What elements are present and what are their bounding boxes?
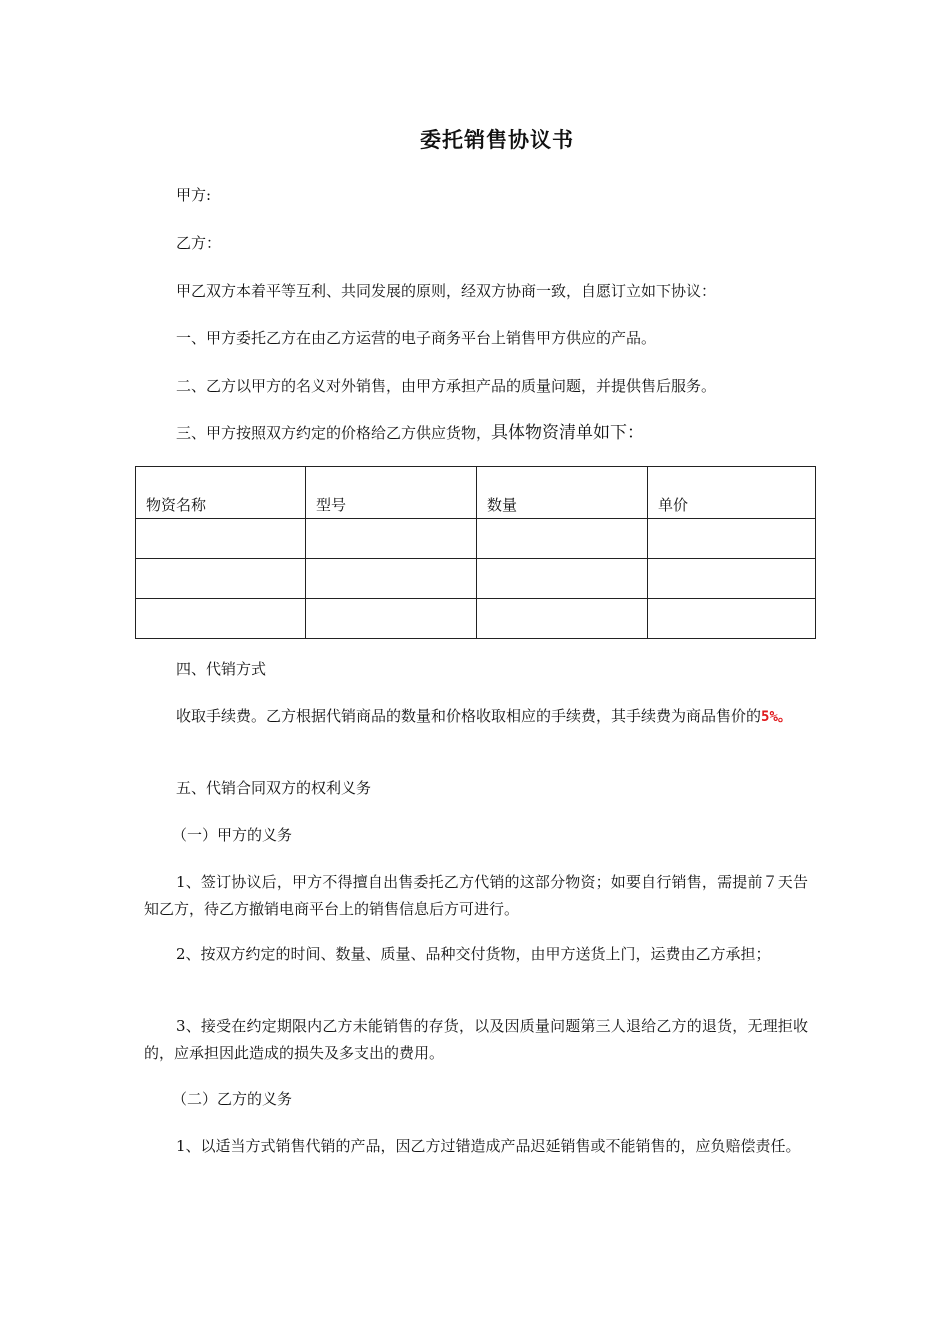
table-cell (477, 559, 648, 599)
clause-3-tail: 具体物资清单如下： (491, 423, 645, 443)
commission-rate: 5%。 (761, 709, 792, 725)
goods-table-header-price: 单价 (648, 467, 816, 519)
party-a-duties-heading: （一）甲方的义务 (172, 826, 293, 844)
goods-table-header-name: 物资名称 (136, 467, 306, 519)
goods-table-header-model: 型号 (306, 467, 477, 519)
table-cell (136, 519, 306, 559)
section-5-heading: 五、代销合同双方的权利义务 (176, 779, 372, 797)
party-a-duty-1: 1、签订协议后，甲方不得擅自出售委托乙方代销的这部分物资；如要自行销售，需提前７天告知乙方，待乙方撤销电商平台上的销售信息后方可进行。 (144, 873, 808, 918)
table-cell (477, 599, 648, 639)
table-row (136, 599, 816, 639)
table-cell (306, 599, 477, 639)
section-4-text (144, 703, 808, 731)
table-row (136, 519, 816, 559)
table-cell (648, 599, 816, 639)
clause-3-main: 三、甲方按照双方约定的价格给乙方供应货物， (176, 424, 492, 442)
goods-table (135, 466, 816, 639)
intro-paragraph: 甲乙双方本着平等互利、共同发展的原则，经双方协商一致，自愿订立如下协议： (176, 282, 717, 300)
goods-table-header-row (136, 467, 816, 519)
party-a-duty-2: 2、按双方约定的时间、数量、质量、品种交付货物，由甲方送货上门，运费由乙方承担； (176, 945, 771, 963)
party-a-duty-3: 3、接受在约定期限内乙方未能销售的存货，以及因质量问题第三人退给乙方的退货，无理拒收的，应承担因此造成的损失及多支出的费用。 (144, 1017, 808, 1062)
clause-1: 一、甲方委托乙方在由乙方运营的电子商务平台上销售甲方供应的产品。 (176, 329, 657, 347)
party-b-line: 乙方： (176, 234, 222, 252)
table-cell (306, 559, 477, 599)
clause-2: 二、乙方以甲方的名义对外销售，由甲方承担产品的质量问题，并提供售后服务。 (176, 377, 717, 395)
table-cell (648, 519, 816, 559)
table-row (136, 559, 816, 599)
section-4-body: 收取手续费。乙方根据代销商品的数量和价格收取相应的手续费，其手续费为商品售价的 (176, 707, 762, 725)
section-4-heading: 四、代销方式 (176, 660, 267, 678)
table-cell (477, 519, 648, 559)
party-b-duties-heading: （二）乙方的义务 (172, 1090, 293, 1108)
document-title: 委托销售协议书 (420, 128, 574, 152)
goods-table-header-quantity: 数量 (477, 467, 648, 519)
party-a-line: 甲方: (176, 186, 212, 204)
table-cell (136, 559, 306, 599)
table-cell (306, 519, 477, 559)
clause-3 (176, 420, 644, 446)
party-b-duty-1: 1、以适当方式销售代销的产品，因乙方过错造成产品迟延销售或不能销售的，应负赔偿责任。 (176, 1137, 801, 1155)
table-cell (648, 559, 816, 599)
table-cell (136, 599, 306, 639)
